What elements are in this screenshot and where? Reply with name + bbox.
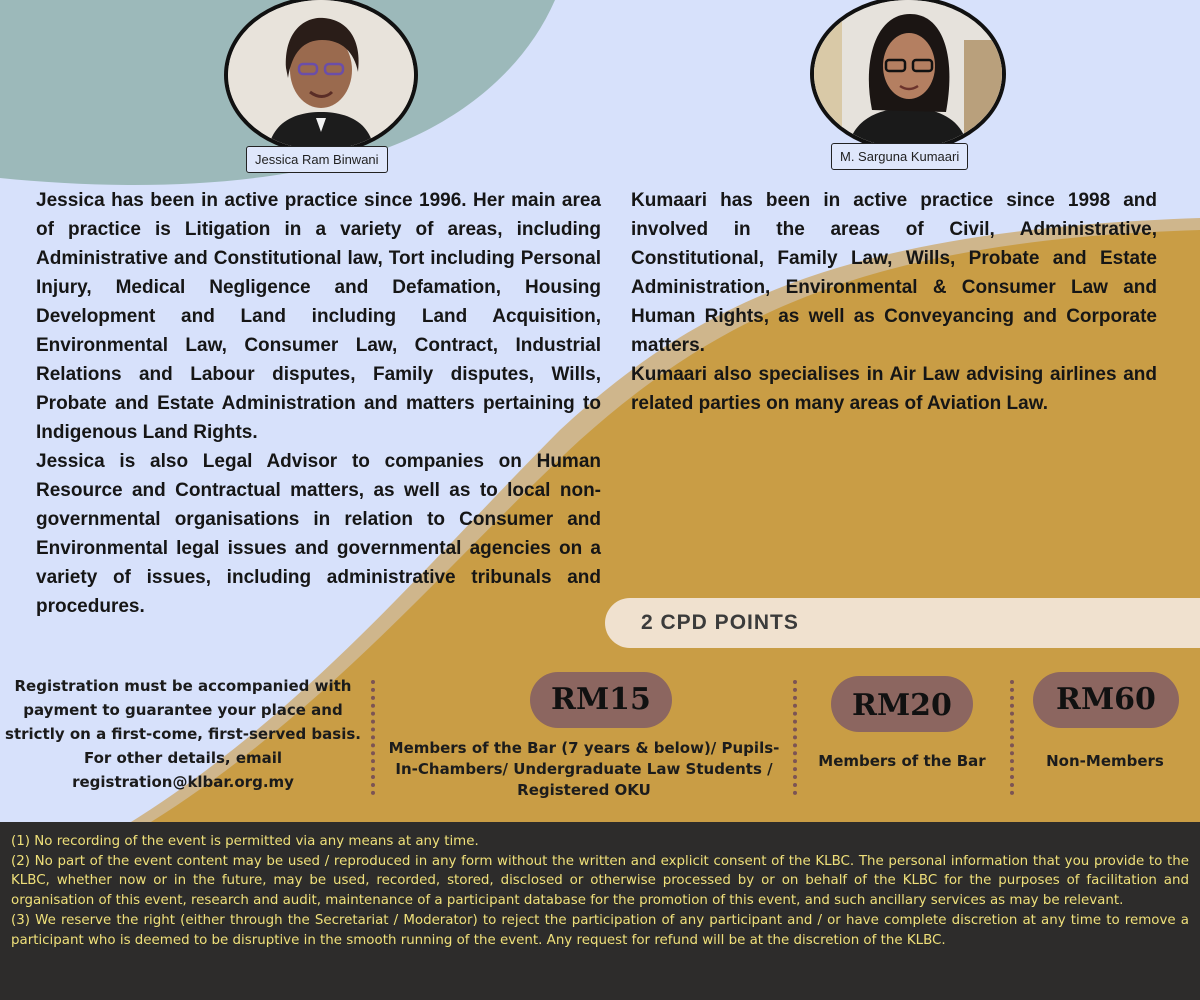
price-label-rm20: Members of the Bar: [818, 752, 986, 770]
bio-paragraph: Kumaari also specialises in Air Law advising airlines and related parties on many areas of Aviation Law.: [631, 364, 1157, 414]
price-label-line: Registered OKU: [517, 781, 651, 799]
speaker-photo-jessica: [224, 0, 418, 154]
cpd-points-label: 2 CPD POINTS: [641, 611, 799, 634]
portrait-illustration: [228, 0, 414, 150]
price-pill-rm15: RM15: [530, 672, 672, 728]
terms-item: (1) No recording of the event is permitted via any means at any time.: [11, 834, 479, 849]
registration-line: strictly on a first-come, first-served basis.: [5, 725, 361, 743]
price-pill-rm60: RM60: [1033, 672, 1179, 728]
cpd-points-banner: [605, 598, 1200, 648]
price-label-line: In-Chambers/ Undergraduate Law Students /: [395, 760, 773, 778]
terms-item: (2) No part of the event content may be used / reproduced in any form without the written and explicit consent of the KLBC. The personal information that you provide to the KLBC, whether now or in the future, may be used, recorded, stored, disclosed or otherwise processed by or on behalf of the KLBC for the purposes of facilitation and organisation of this event, research and audit, maintenance of a participant database for the promotion of this event, and such ancillary services as may be relevant.: [11, 853, 1189, 909]
price-label-rm60: Non-Members: [1046, 752, 1164, 770]
price-pill-rm20: RM20: [831, 676, 973, 732]
terms-text: [11, 832, 1189, 950]
registration-line: For other details, email: [83, 749, 283, 767]
terms-footer: [0, 822, 1200, 1000]
bio-paragraph: Jessica is also Legal Advisor to companies on Human Resource and Contractual matters, as well as to local non-governmental organisations in relation to Consumer and Environmental legal issues and governmental agencies on a variety of issues, including administrative tribunals and procedures.: [36, 451, 601, 617]
registration-note: [0, 674, 366, 794]
registration-line: payment to guarantee your place and: [23, 701, 343, 719]
speaker-bio-jessica: [36, 186, 601, 621]
portrait-illustration: [814, 0, 1002, 148]
bio-paragraph: Kumaari has been in active practice since 1998 and involved in the areas of Civil, Administrative, Constitutional, Family Law, Wills, Probate and Estate Administration, Environmental & Consumer Law and Human Rights, as well as Conveyancing and Corporate matters.: [631, 190, 1157, 356]
pricing-divider: [793, 680, 797, 795]
speaker-photo-kumaari: [810, 0, 1006, 152]
speaker-bio-kumaari: [631, 186, 1157, 418]
pricing-divider: [371, 680, 375, 795]
speaker-name-tag: M. Sarguna Kumaari: [831, 143, 968, 170]
registration-email-link[interactable]: registration@klbar.org.my: [72, 773, 294, 791]
speaker-name-tag: Jessica Ram Binwani: [246, 146, 388, 173]
terms-item: (3) We reserve the right (either through the Secretariat / Moderator) to reject the participation of any participant and / or have complete discretion at any time to remove a participant who is deemed to be disruptive in the smooth running of the event. Any request for refund will be at the discretion of the KLBC.: [11, 912, 1189, 948]
price-label-line: Members of the Bar (7 years & below)/ Pupils-: [388, 739, 780, 757]
bio-paragraph: Jessica has been in active practice since 1996. Her main area of practice is Litigation in a variety of areas, including Administrative and Constitutional law, Tort including Personal Injury, Medical Negligence and Defamation, Housing Development and Land including Land Acquisition, Environmental Law, Consumer Law, Contract, Industrial Relations and Labour disputes, Family disputes, Wills, Probate and Estate Administration and matters pertaining to Indigenous Land Rights.: [36, 190, 601, 443]
pricing-divider: [1010, 680, 1014, 795]
price-label-rm15: [378, 738, 790, 801]
registration-line: Registration must be accompanied with: [14, 677, 352, 695]
